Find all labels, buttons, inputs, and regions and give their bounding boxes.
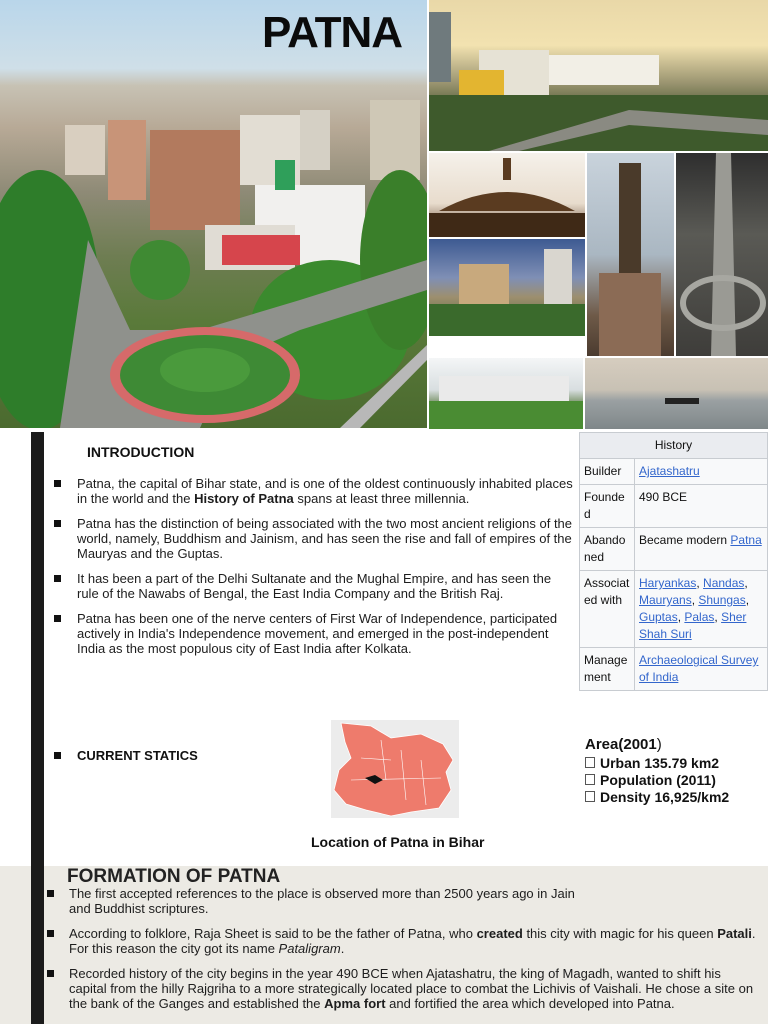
history-infobox: History Builder Ajatashatru Founded 490 BCE Abandoned Became modern Patna Associated with Haryankas, Nandas, Mauryans, Shungas, Guptas, Palas, Sher Shah Suri Management Archaeological Survey of India: [579, 432, 768, 691]
list-item: The first accepted references to the place is observed more than 2500 years ago in Jain and Buddhist scriptures.: [47, 886, 767, 916]
infobox-key: Founded: [580, 485, 635, 528]
shungas-link[interactable]: Shungas: [698, 593, 746, 607]
mauryans-link[interactable]: Mauryans: [639, 593, 692, 607]
infobox-key: Abandoned: [580, 528, 635, 571]
infobox-title: History: [580, 433, 768, 459]
infobox-key: Associated with: [580, 571, 635, 648]
city-street-photo: [429, 0, 768, 151]
list-item: According to folklore, Raja Sheet is said to be the father of Patna, who created this city with magic for his queen Patali. For this reason the city got its name Pataligram.: [47, 926, 767, 956]
stat-population: Population (2011): [585, 772, 716, 788]
stupa-photo: [429, 153, 585, 237]
statue-photo: [587, 153, 674, 356]
map-caption: Location of Patna in Bihar: [311, 834, 485, 850]
left-accent-bar: [31, 432, 44, 866]
stat-urban-area: Urban 135.79 km2: [585, 755, 719, 771]
nandas-link[interactable]: Nandas: [703, 576, 745, 590]
intro-heading: INTRODUCTION: [87, 444, 195, 460]
bihar-map: [331, 720, 459, 818]
list-item: It has been a part of the Delhi Sultanate and the Mughal Empire, and has seen the rule of the Nawabs of Bengal, the East India Company and the British Raj.: [54, 571, 574, 601]
list-item: Patna has the distinction of being associated with the two most ancient religions of the world, namely, Buddhism and Jainism, and has seen the rise and fall of empires of the Mauryas and the Guptas.: [54, 516, 574, 561]
flyover-photo: [676, 153, 768, 356]
patna-link[interactable]: Patna: [730, 533, 762, 547]
haryankas-link[interactable]: Haryankas: [639, 576, 697, 590]
asi-link[interactable]: Archaeological Survey of India: [639, 653, 759, 684]
page-title: PATNA: [262, 8, 403, 57]
skyline-photo: [429, 239, 585, 336]
checkbox-icon: [585, 757, 595, 768]
checkbox-icon: [585, 774, 595, 785]
stat-density: Density 16,925/km2: [585, 789, 729, 805]
guptas-link[interactable]: Guptas: [639, 610, 678, 624]
formation-bullet-list: [47, 886, 767, 1021]
palas-link[interactable]: Palas: [684, 610, 715, 624]
builder-link[interactable]: Ajatashatru: [639, 464, 700, 478]
river-photo: [585, 358, 768, 429]
left-accent-bar: [31, 866, 44, 1024]
checkbox-icon: [585, 791, 595, 802]
formation-heading: FORMATION OF PATNA: [67, 866, 281, 887]
abandoned-text: Became modern: [639, 533, 731, 547]
city-aerial-photo: [0, 0, 427, 428]
city-aerial-illustration: [0, 0, 427, 428]
sher-shah-suri-link[interactable]: Sher Shah Suri: [639, 610, 747, 641]
infobox-key: Builder: [580, 459, 635, 485]
list-item: Patna, the capital of Bihar state, and is one of the oldest continuously inhabited places in the world and the History of Patna spans at least three millennia.: [54, 476, 574, 506]
current-statics-label: CURRENT STATICS: [54, 748, 198, 763]
area-heading: Area(2001): [585, 736, 662, 753]
infobox-key: Management: [580, 648, 635, 691]
list-item: Patna has been one of the nerve centers of First War of Independence, participated actively in India's Independence movement, and emerged in the post-independent India as the most populous city of East India after Kolkata.: [54, 611, 574, 656]
intro-bullet-list: [54, 476, 574, 666]
list-item: Recorded history of the city begins in the year 490 BCE when Ajatashatru, the king of Magadh, wanted to shift his capital from the hilly Rajgriha to a more strategically located place to combat the Lichivis of Vaishali. He chose a site on the bank of the Ganges and established the Apma fort and fortified the area which developed into Patna.: [47, 966, 767, 1011]
founded-value: 490 BCE: [635, 485, 768, 528]
museum-photo: [429, 358, 583, 429]
